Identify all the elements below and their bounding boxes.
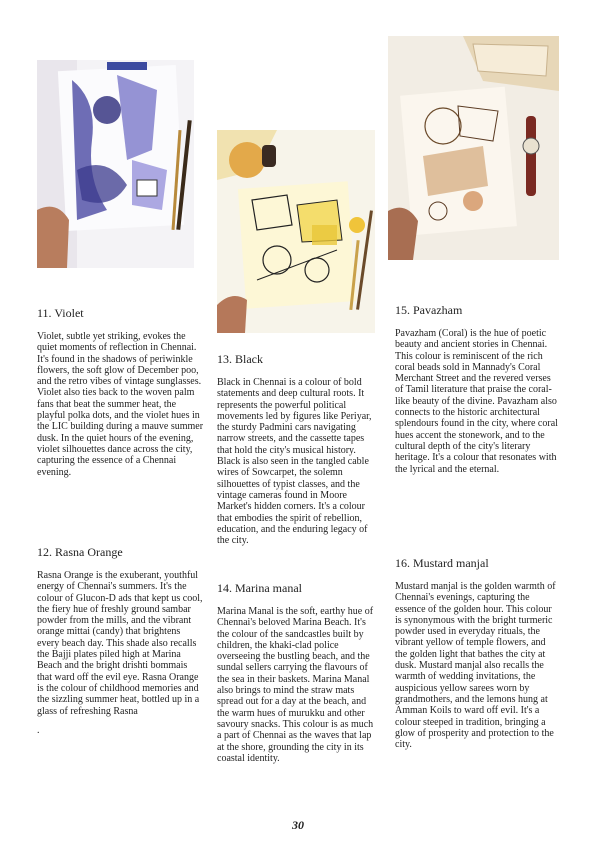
mustard-manjal-heading: 16. Mustard manjal: [395, 556, 489, 570]
violet-section: [37, 306, 204, 478]
page-number: 30: [292, 818, 304, 832]
marina-manal-heading: 14. Marina manal: [217, 581, 302, 595]
black-section: [217, 352, 379, 546]
pavazham-body: Pavazham (Coral) is the hue of poetic beauty and ancient stories in Chennai. This colour is reminiscent of the rich coral beads sold in Mannady's Coral Merchant Street and the revered verses of Tamil literature that praise the coral-like beauty of the divine. Pavazham also connects to the historic architectural splendours found in the city, where coral hues accent the stonework, and to the cultural depth of the city's literary heritage. It's a colour that resonates with the lyrical and the eternal.: [395, 328, 558, 475]
pavazham-artwork-photo: [388, 36, 559, 260]
violet-artwork-photo: [37, 60, 194, 268]
violet-heading: 11. Violet: [37, 306, 84, 320]
violet-body: Violet, subtle yet striking, evokes the quiet moments of reflection in Chennai. It's found in the shadows of periwinkle flowers, the soft glow of December poo, and the retro vibes of vintage sunglasses. Violet also ties back to the woven palm fans that beat the summer heat, the playful polka dots, and the violet hues in the LIC building during a mauve summer dusk. In the quiet hours of the evening, violet silhouettes dance across the city, capturing the essence of a Chennai evening.: [37, 331, 204, 478]
mustard-manjal-section: [395, 556, 559, 750]
trailing-period: .: [37, 724, 40, 736]
pavazham-section: [395, 303, 559, 475]
black-artwork-photo: [217, 130, 375, 333]
black-heading: 13. Black: [217, 352, 263, 366]
rasna-orange-section: [37, 545, 204, 736]
mustard-manjal-body: Mustard manjal is the golden warmth of Chennai's evenings, capturing the essence of the golden hour. This colour is synonymous with the bright turmeric powder used in everyday rituals, the vibrant yellow of temple flowers, and the golden light that bathes the city at dusk. Mustard manjal also recalls the warmth of wedding invitations, the auspicious yellow sarees worn by grandmothers, and the lemons hung at Amman Koils to ward off evil. It's a colour steeped in tradition, bringing a glow of prosperity and protection to the city.: [395, 581, 556, 751]
marina-manal-body: Marina Manal is the soft, earthy hue of Chennai's beloved Marina Beach. It's the colour of the sandcastles built by children, the khaki-clad police overseeing the bustling beach, and the sundal sellers carrying the flavours of the sea in their baskets. Marina Manal also brings to mind the straw mats spread out for a day at the beach, and the warm hues of murukku and other savoury snacks. This colour is as much a part of Chennai as the waves that lap at the shore, grounding the city in its coastal identity.: [217, 606, 374, 764]
rasna-orange-heading: 12. Rasna Orange: [37, 545, 123, 559]
pavazham-heading: 15. Pavazham: [395, 303, 463, 317]
black-body: Black in Chennai is a colour of bold statements and deep cultural roots. It represents the powerful political movements led by figures like Periyar, the sturdy Padmini cars navigating narrow streets, and the cassette tapes that hold the city's musical history. Black is also seen in the tangled cable wires of Sowcarpet, the solemn silhouettes of typist classes, and the vintage cameras found in Moore Market's hidden corners. It's a colour that embodies the spirit of rebellion, education, and the enduring legacy of the city.: [217, 377, 372, 547]
rasna-orange-body: Rasna Orange is the exuberant, youthful energy of Chennai's summers. It's the colour of Glucon-D ads that kept us cool, the fiery hue of freshly ground sambar powder from the mills, and the vibrant orange mittai (candy) that brightens every beach day. This shade also recalls the Bajji plates piled high at Marina Beach and the bright drishti bommais that ward off the evil eye. Rasna Orange is the colour of childhood memories and the sizzling summer heat, bottled up in a glass of refreshing Rasna: [37, 570, 203, 717]
marina-manal-section: [217, 581, 379, 764]
